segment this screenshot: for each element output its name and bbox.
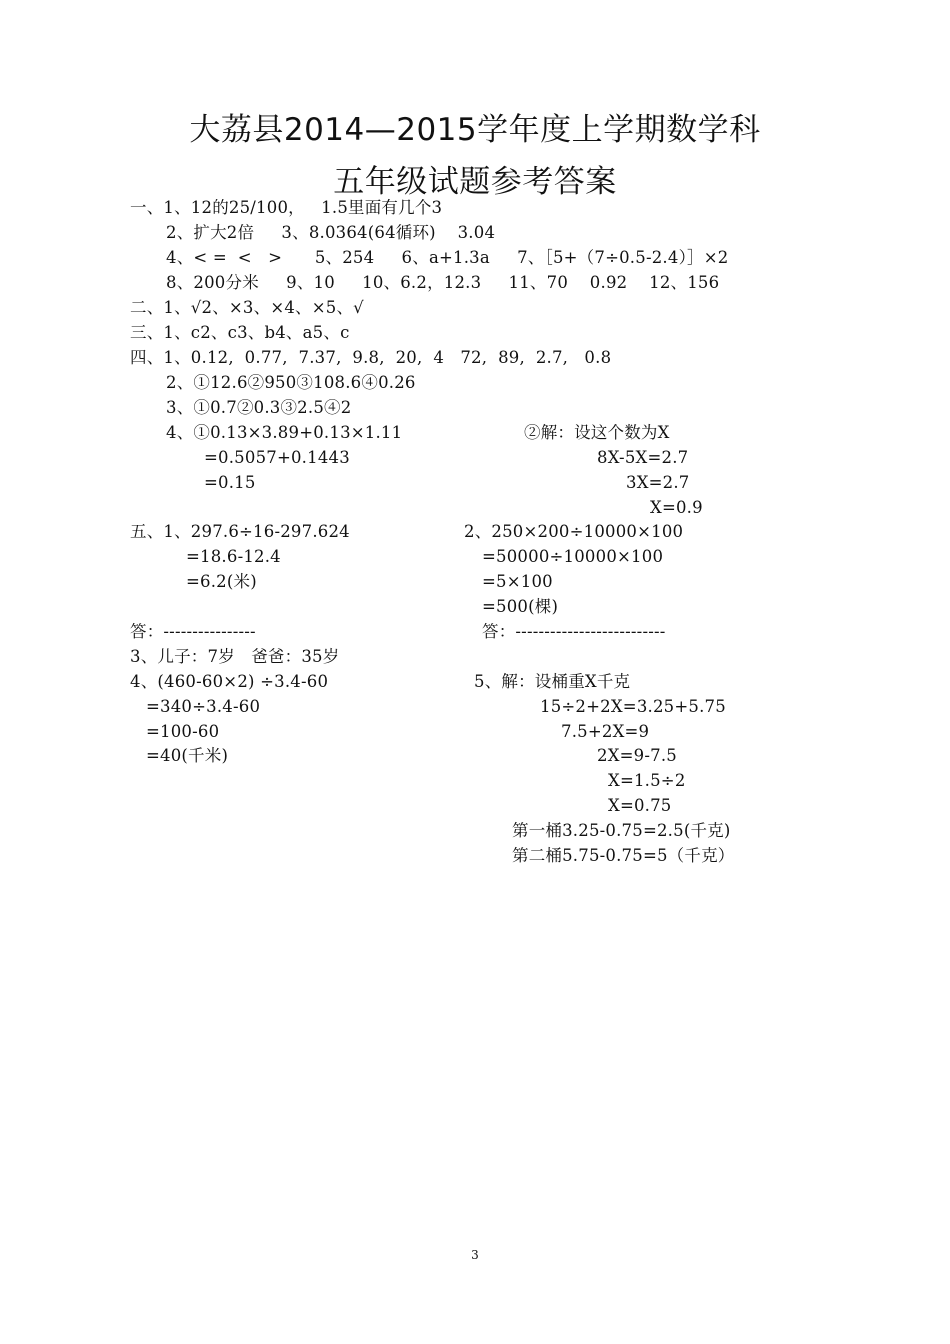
answer-line: 2、250×200÷10000×100 bbox=[464, 522, 684, 541]
answer-line: 3、儿子：7岁 爸爸：35岁 bbox=[130, 647, 340, 666]
answer-line: 一、1、12的25/100， 1.5里面有几个3 bbox=[130, 198, 443, 217]
page-subtitle: 五年级试题参考答案 bbox=[333, 164, 617, 200]
answer-line: X=1.5÷2 bbox=[608, 771, 686, 790]
page-title: 大荔县2014—2015学年度上学期数学科 bbox=[189, 112, 761, 148]
answer-line: ②解：设这个数为X bbox=[524, 423, 670, 442]
answer-line: 3、①0.7②0.3③2.5④2 bbox=[166, 398, 352, 417]
answer-line: 二、1、√2、×3、×4、×5、√ bbox=[130, 298, 364, 317]
answer-line: X=0.75 bbox=[608, 796, 672, 815]
answer-line: 答：-------------------------- bbox=[482, 622, 666, 641]
answer-line: 4、< = < > 5、254 6、a+1.3a 7、［5+（7÷0.5-2.4）］×2 bbox=[166, 248, 729, 267]
answer-line: 4、(460-60×2) ÷3.4-60 bbox=[130, 672, 329, 691]
answer-line: 2、①12.6②950③108.6④0.26 bbox=[166, 373, 416, 392]
page-number: 3 bbox=[471, 1248, 479, 1262]
answer-line: 第一桶3.25-0.75=2.5(千克) bbox=[512, 821, 731, 840]
answer-line: =18.6-12.4 bbox=[186, 547, 281, 566]
answer-line: 2X=9-7.5 bbox=[597, 746, 677, 765]
answer-line: 第二桶5.75-0.75=5（千克） bbox=[512, 846, 735, 865]
answer-line: =100-60 bbox=[146, 722, 220, 741]
answer-line: =0.15 bbox=[204, 473, 256, 492]
answer-line: =6.2(米) bbox=[186, 572, 257, 591]
answer-line: 2、扩大2倍 3、8.0364(64循环) 3.04 bbox=[166, 223, 496, 242]
answer-line: 15÷2+2X=3.25+5.75 bbox=[540, 697, 726, 716]
answer-line: 答：---------------- bbox=[130, 622, 256, 641]
answer-line: =340÷3.4-60 bbox=[146, 697, 261, 716]
answer-line: 4、①0.13×3.89+0.13×1.11 bbox=[166, 423, 403, 442]
answer-line: X=0.9 bbox=[650, 498, 703, 517]
answer-line: 3X=2.7 bbox=[626, 473, 690, 492]
answer-line: 8X-5X=2.7 bbox=[597, 448, 689, 467]
answer-line: 四、1、0.12, 0.77, 7.37, 9.8, 20, 4 72, 89, 2.7, 0.8 bbox=[130, 348, 612, 367]
answer-line: 三、1、c2、c3、b4、a5、c bbox=[130, 323, 350, 342]
answer-line: =50000÷10000×100 bbox=[482, 547, 664, 566]
answer-line: 7.5+2X=9 bbox=[561, 722, 650, 741]
answer-line: =40(千米) bbox=[146, 746, 229, 765]
answer-line: 5、解：设桶重X千克 bbox=[474, 672, 631, 691]
answer-line: 五、1、297.6÷16-297.624 bbox=[130, 522, 350, 541]
answer-line: =0.5057+0.1443 bbox=[204, 448, 350, 467]
answer-line: 8、200分米 9、10 10、6.2，12.3 11、70 0.92 12、156 bbox=[166, 273, 720, 292]
answer-line: =500(棵) bbox=[482, 597, 559, 616]
answer-line: =5×100 bbox=[482, 572, 553, 591]
